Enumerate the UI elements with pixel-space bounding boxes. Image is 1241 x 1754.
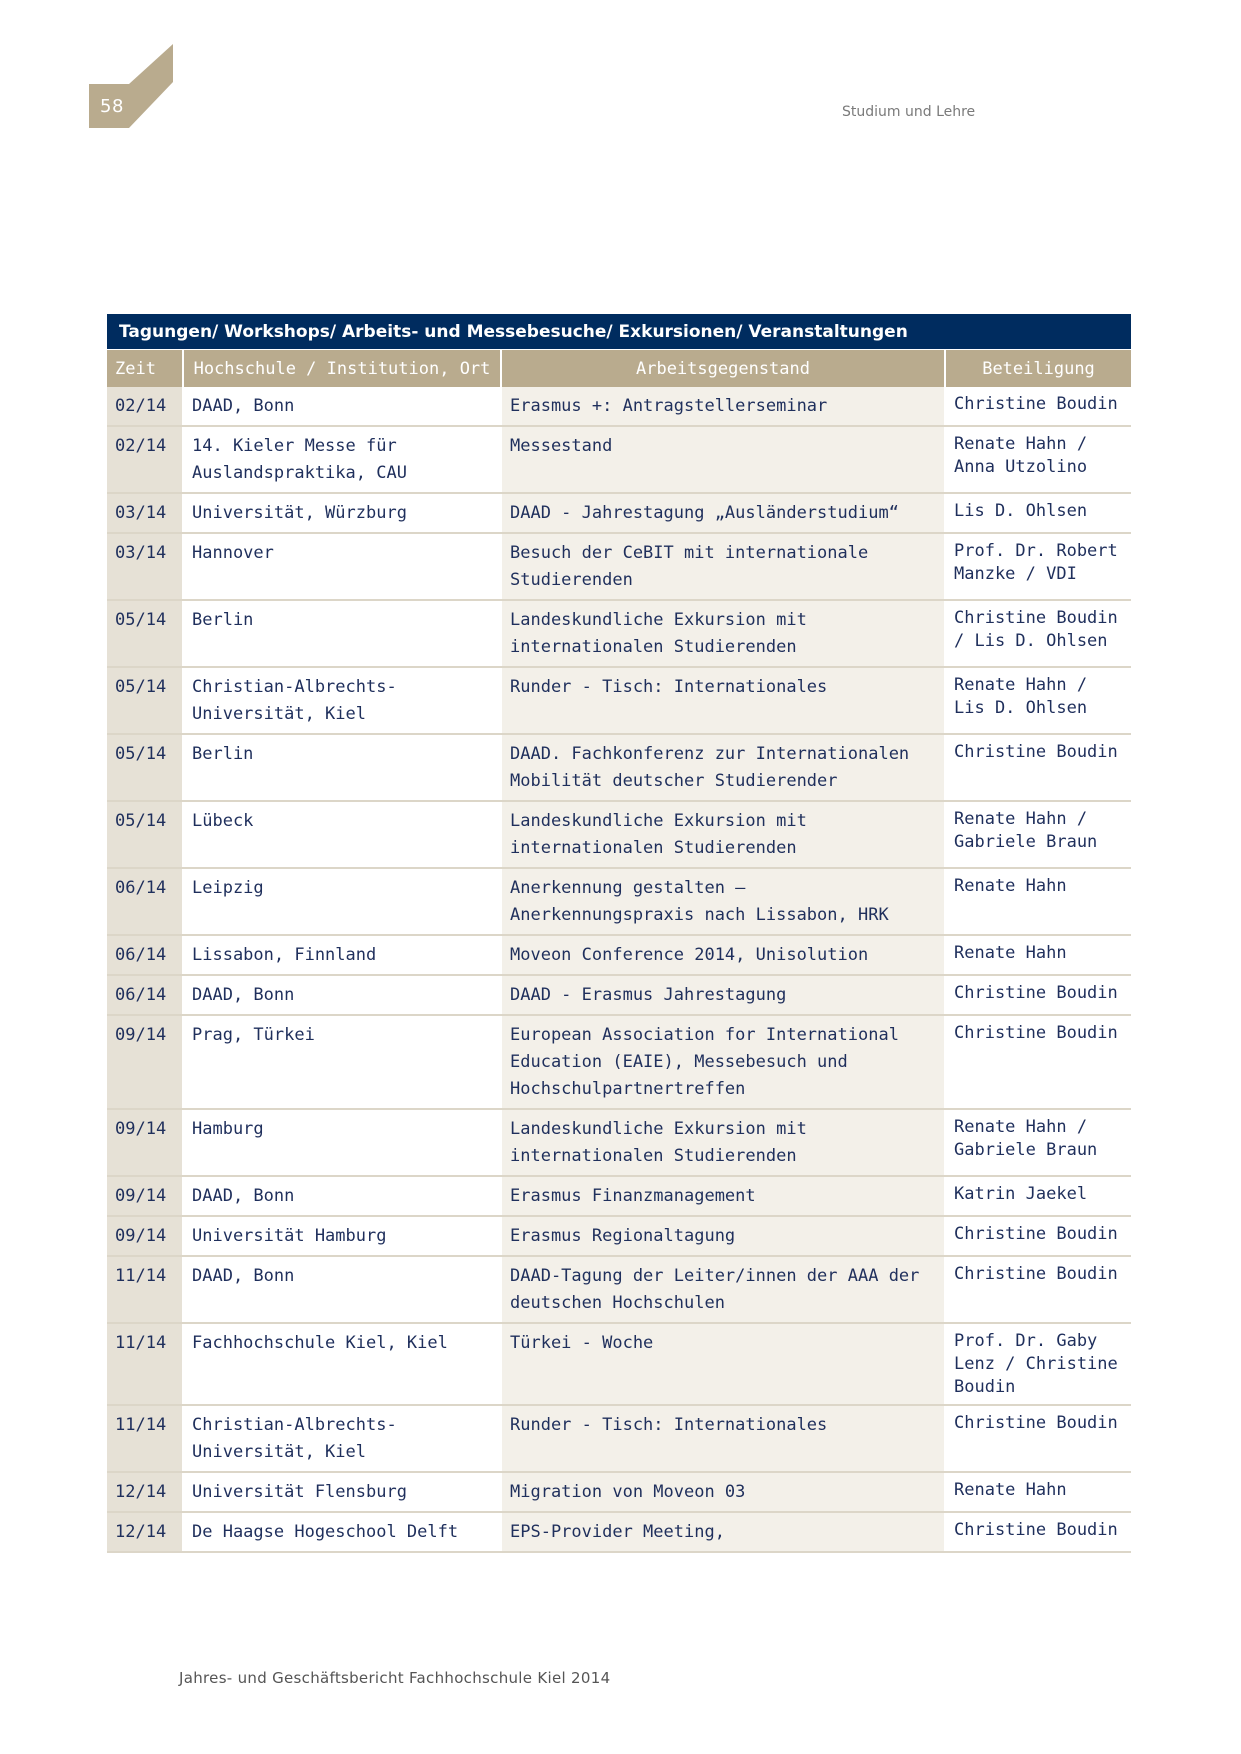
cell-beteiligung: Prof. Dr. Gaby Lenz / Christine Boudin (945, 1323, 1131, 1405)
cell-zeit: 12/14 (107, 1472, 183, 1512)
cell-zeit: 06/14 (107, 868, 183, 935)
table-row (107, 426, 1131, 493)
cell-beteiligung: Christine Boudin (945, 1405, 1131, 1472)
cell-zeit: 06/14 (107, 935, 183, 975)
cell-ort: Berlin (183, 734, 501, 801)
column-header-beteiligung: Beteiligung (945, 350, 1131, 388)
cell-zeit: 11/14 (107, 1256, 183, 1323)
table-row (107, 600, 1131, 667)
cell-zeit: 09/14 (107, 1176, 183, 1216)
table-row (107, 935, 1131, 975)
table-row (107, 1256, 1131, 1323)
table-row (107, 667, 1131, 734)
cell-gegenstand: Landeskundliche Exkursion mit internationalen Studierenden (501, 1109, 945, 1176)
cell-gegenstand: Erasmus Regionaltagung (501, 1216, 945, 1256)
cell-gegenstand: Moveon Conference 2014, Unisolution (501, 935, 945, 975)
cell-ort: DAAD, Bonn (183, 1176, 501, 1216)
cell-beteiligung: Christine Boudin (945, 1256, 1131, 1323)
cell-beteiligung: Christine Boudin (945, 975, 1131, 1015)
cell-ort: Fachhochschule Kiel, Kiel (183, 1323, 501, 1405)
cell-gegenstand: Messestand (501, 426, 945, 493)
table-row (107, 1216, 1131, 1256)
cell-zeit: 11/14 (107, 1405, 183, 1472)
cell-ort: 14. Kieler Messe für Auslandspraktika, CAU (183, 426, 501, 493)
cell-ort: Hamburg (183, 1109, 501, 1176)
cell-gegenstand: Erasmus +: Antragstellerseminar (501, 387, 945, 426)
events-table (107, 314, 1131, 1553)
cell-ort: Hannover (183, 533, 501, 600)
cell-gegenstand: Landeskundliche Exkursion mit internationalen Studierenden (501, 600, 945, 667)
cell-ort: DAAD, Bonn (183, 975, 501, 1015)
cell-gegenstand: Landeskundliche Exkursion mit internationalen Studierenden (501, 801, 945, 868)
cell-ort: Berlin (183, 600, 501, 667)
cell-beteiligung: Renate Hahn / Gabriele Braun (945, 1109, 1131, 1176)
table-row (107, 1015, 1131, 1109)
cell-ort: DAAD, Bonn (183, 1256, 501, 1323)
table-row (107, 1176, 1131, 1216)
cell-zeit: 05/14 (107, 667, 183, 734)
cell-ort: Christian-Albrechts- Universität, Kiel (183, 1405, 501, 1472)
cell-beteiligung: Christine Boudin / Lis D. Ohlsen (945, 600, 1131, 667)
cell-zeit: 03/14 (107, 493, 183, 533)
page-number: 58 (100, 96, 124, 117)
table-row (107, 734, 1131, 801)
cell-gegenstand: Runder - Tisch: Internationales (501, 1405, 945, 1472)
cell-beteiligung: Renate Hahn (945, 1472, 1131, 1512)
cell-zeit: 09/14 (107, 1109, 183, 1176)
cell-ort: Universität, Würzburg (183, 493, 501, 533)
cell-ort: Lübeck (183, 801, 501, 868)
table-row (107, 387, 1131, 426)
cell-beteiligung: Christine Boudin (945, 734, 1131, 801)
footer-text: Jahres- und Geschäftsbericht Fachhochschule Kiel 2014 (179, 1669, 611, 1687)
cell-gegenstand: Migration von Moveon 03 (501, 1472, 945, 1512)
cell-ort: Leipzig (183, 868, 501, 935)
cell-ort: Lissabon, Finnland (183, 935, 501, 975)
cell-gegenstand: Anerkennung gestalten – Anerkennungspraxis nach Lissabon, HRK (501, 868, 945, 935)
column-header-ort: Hochschule / Institution, Ort (183, 350, 501, 388)
cell-beteiligung: Christine Boudin (945, 1216, 1131, 1256)
cell-beteiligung: Renate Hahn (945, 868, 1131, 935)
events-table-wrapper (107, 314, 1131, 1553)
cell-zeit: 05/14 (107, 600, 183, 667)
table-row (107, 1323, 1131, 1405)
section-title: Studium und Lehre (842, 104, 976, 120)
cell-zeit: 02/14 (107, 387, 183, 426)
table-header-row (107, 350, 1131, 388)
cell-beteiligung: Prof. Dr. Robert Manzke / VDI (945, 533, 1131, 600)
cell-ort: DAAD, Bonn (183, 387, 501, 426)
cell-ort: Universität Flensburg (183, 1472, 501, 1512)
cell-gegenstand: Erasmus Finanzmanagement (501, 1176, 945, 1216)
cell-beteiligung: Renate Hahn / Anna Utzolino (945, 426, 1131, 493)
table-row (107, 1472, 1131, 1512)
cell-beteiligung: Katrin Jaekel (945, 1176, 1131, 1216)
column-header-gegenstand: Arbeitsgegenstand (501, 350, 945, 388)
cell-gegenstand: European Association for International Education (EAIE), Messebesuch und Hochschulpartnertreffen (501, 1015, 945, 1109)
cell-zeit: 06/14 (107, 975, 183, 1015)
cell-gegenstand: DAAD - Erasmus Jahrestagung (501, 975, 945, 1015)
table-row (107, 801, 1131, 868)
cell-beteiligung: Christine Boudin (945, 387, 1131, 426)
table-row (107, 1109, 1131, 1176)
cell-beteiligung: Christine Boudin (945, 1512, 1131, 1552)
table-row (107, 1405, 1131, 1472)
table-body (107, 387, 1131, 1552)
cell-zeit: 03/14 (107, 533, 183, 600)
cell-zeit: 05/14 (107, 734, 183, 801)
table-row (107, 868, 1131, 935)
cell-beteiligung: Lis D. Ohlsen (945, 493, 1131, 533)
cell-zeit: 09/14 (107, 1015, 183, 1109)
cell-ort: Universität Hamburg (183, 1216, 501, 1256)
cell-beteiligung: Renate Hahn / Lis D. Ohlsen (945, 667, 1131, 734)
cell-ort: Prag, Türkei (183, 1015, 501, 1109)
table-row (107, 1512, 1131, 1552)
table-row (107, 493, 1131, 533)
cell-zeit: 05/14 (107, 801, 183, 868)
cell-beteiligung: Renate Hahn (945, 935, 1131, 975)
cell-gegenstand: DAAD. Fachkonferenz zur Internationalen Mobilität deutscher Studierender (501, 734, 945, 801)
cell-zeit: 09/14 (107, 1216, 183, 1256)
cell-zeit: 12/14 (107, 1512, 183, 1552)
cell-ort: Christian-Albrechts- Universität, Kiel (183, 667, 501, 734)
cell-zeit: 11/14 (107, 1323, 183, 1405)
cell-beteiligung: Renate Hahn / Gabriele Braun (945, 801, 1131, 868)
cell-zeit: 02/14 (107, 426, 183, 493)
table-row (107, 975, 1131, 1015)
cell-gegenstand: DAAD-Tagung der Leiter/innen der AAA der deutschen Hochschulen (501, 1256, 945, 1323)
cell-gegenstand: DAAD - Jahrestagung „Ausländerstudium“ (501, 493, 945, 533)
cell-gegenstand: Runder - Tisch: Internationales (501, 667, 945, 734)
cell-beteiligung: Christine Boudin (945, 1015, 1131, 1109)
table-title: Tagungen/ Workshops/ Arbeits- und Messebesuche/ Exkursionen/ Veranstaltungen (107, 314, 1131, 350)
cell-ort: De Haagse Hogeschool Delft (183, 1512, 501, 1552)
cell-gegenstand: Türkei - Woche (501, 1323, 945, 1405)
cell-gegenstand: EPS-Provider Meeting, (501, 1512, 945, 1552)
column-header-zeit: Zeit (107, 350, 183, 388)
cell-gegenstand: Besuch der CeBIT mit internationale Studierenden (501, 533, 945, 600)
table-row (107, 533, 1131, 600)
